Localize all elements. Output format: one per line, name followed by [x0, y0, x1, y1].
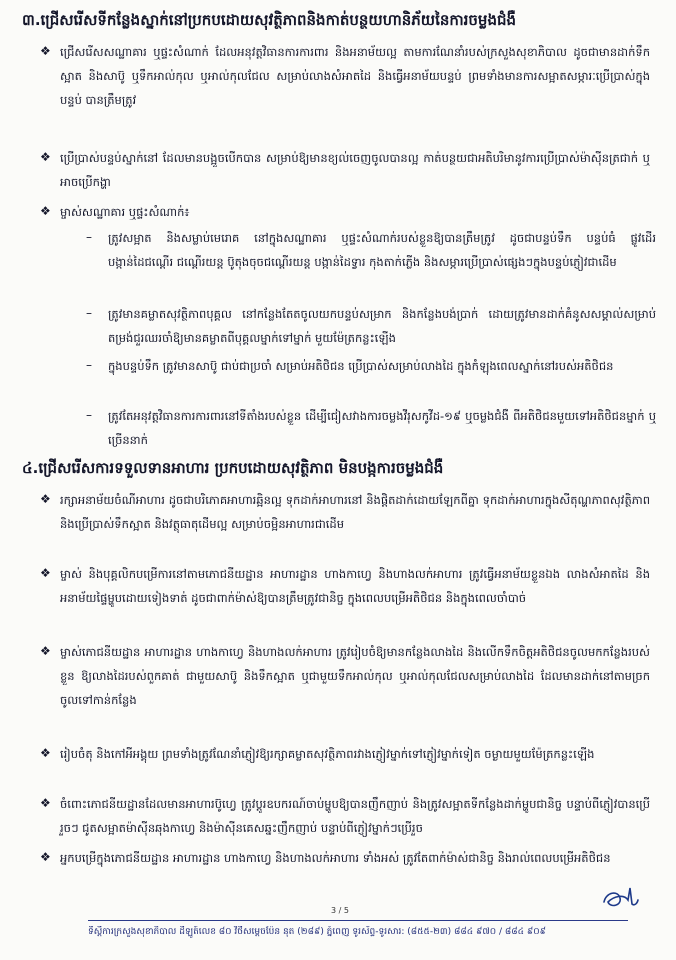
sub-list-item-text: ត្រូវសម្អាត និងសម្លាប់មេរោគ នៅក្នុងសណ្ឋាគារ ឬផ្ទះសំណាក់របស់ខ្លួនឱ្យបានត្រឹមត្រូវ ដូចជាបន្ទប់ទឹក បន្ទប់ធំ ផ្លូវដើរ បង្កាន់ដៃជណ្តើរ ជណ្តើរយន្ត ប៊ូតុងចុចជណ្តើរយន្ត បង្កាន់ដៃទ្វារ កុងតាក់ភ្លើង និងសម្ភារប្រើប្រាស់ផ្សេងៗក្នុងបន្ទប់ភ្ញៀវជាដើម [108, 231, 656, 269]
list-item-text: ចំពោះភោជនីយដ្ឋានដែលមានអាហារប៊ូហ្វេ ត្រូវប្តូរឧបករណ៍ចាប់ម្ហូបឱ្យបានញឹកញាប់ និងត្រូវសម្អាតទីកន្លែងដាក់ម្ហូបជានិច្ច បន្ទាប់ពីភ្ញៀវបានប្រើរួចៗ ជូតសម្អាតម៉ាស៊ីនឆុងកាហ្វេ និងម៉ាស៊ីនគេសឆ្នះញឹកញាប់ បន្ទាប់ពីភ្ញៀវម្នាក់ៗប្រើរួច [60, 797, 650, 835]
bullet-icon: ❖ [40, 796, 51, 810]
list-item [40, 488, 650, 536]
list-item-text: ប្រើប្រាស់បន្ទប់ស្នាក់នៅ ដែលមានបង្អួចបើកបាន សម្រាប់ឱ្យមានខ្យល់ចេញចូលបានល្អ កាត់បន្ថយជាអតិបរិមានូវការប្រើប្រាស់ម៉ាស៊ីនត្រជាក់ ឬអាចប្រើកង្ហា [60, 151, 650, 189]
sub-list-item [86, 354, 656, 378]
footer-divider [88, 920, 628, 921]
section-3-title: ៣.ជ្រើសរើសទីកន្លែងស្នាក់នៅប្រកបដោយសុវត្ថិភាពនិងកាត់បន្ថយហានិភ័យនៃការចម្លងជំងឺ [22, 11, 517, 29]
dash-icon: – [86, 408, 92, 422]
list-item [40, 146, 650, 194]
list-item [40, 792, 650, 840]
sub-list-item-text: ត្រូវមានគម្លាតសុវត្ថិភាពបុគ្គល នៅកន្លែងតែតចូលយកបន្ទប់សម្រាក និងកន្លែងបង់ប្រាក់ ដោយត្រូវមានដាក់គំនូសសម្គាល់សម្រាប់តម្រង់ជួរឈរចាំឱ្យមានគម្លាតពីបុគ្គលម្នាក់ទៅម្នាក់ មួយម៉ែត្រកន្លះឡើង [108, 307, 656, 345]
bullet-icon: ❖ [40, 850, 51, 864]
list-item-text: រៀបចំតុ និងកៅអីអង្គុយ ព្រមទាំងត្រូវណែនាំភ្ញៀវឱ្យរក្សាគម្លាតសុវត្ថិភាពរវាងភ្ញៀវម្នាក់ទៅភ្ញៀវម្នាក់ទៀត ចម្ងាយមួយម៉ែត្រកន្លះឡើង [60, 747, 595, 761]
bullet-icon: ❖ [40, 204, 51, 218]
list-item-text: ម្ចាស់ និងបុគ្គលិកបម្រើការនៅតាមភោជនីយដ្ឋាន អាហារដ្ឋាន ហាងកាហ្វេ និងហាងលក់អាហារ ត្រូវធ្វើអនាម័យខ្លួនឯង លាងសំអាតដៃ និងអនាម័យផ្ទៃម្ហូបដោយទៀងទាត់ ដូចជាពាក់ម៉ាស់ឱ្យបានត្រឹមត្រូវជានិច្ច ក្នុងពេលបម្រើអតិថិជន និងក្នុងពេលចាំបាច់ [60, 567, 650, 605]
section-4-title: ៤.ជ្រើសរើសការទទួលទានអាហារ ប្រកបដោយសុវត្ថិភាព មិនបង្កការចម្លងជំងឺ [22, 459, 444, 477]
list-item-text: ជ្រើសរើសសណ្ឋាគារ ឬផ្ទះសំណាក់ ដែលអនុវត្តវិធានការការពារ និងអនាម័យល្អ តាមការណែនាំរបស់ក្រសួងសុខាភិបាល ដូចជាមានដាក់ទឹកស្អាត និងសាប៊ូ ឬទឹកអាល់កុល ឬអាល់កុលជែល សម្រាប់លាងសំអាតដៃ និងធ្វើអនាម័យបន្ទប់ ព្រមទាំងមានការសម្អាតសម្ភារៈប្រើប្រាស់ក្នុងបន្ទប់ បានត្រឹមត្រូវ [60, 45, 650, 107]
page-number: 3 / 5 [331, 906, 349, 915]
bullet-icon: ❖ [40, 150, 51, 164]
list-item [40, 742, 650, 766]
bullet-icon: ❖ [40, 746, 51, 760]
sub-list-item [86, 302, 656, 350]
dash-icon: – [86, 358, 92, 372]
dash-icon: – [86, 306, 92, 320]
list-item [40, 40, 650, 112]
sub-list-item-text: ក្នុងបន្ទប់ទឹក ត្រូវមានសាប៊ូ ជាប់ជាប្រចាំ សម្រាប់អតិថិជន ប្រើប្រាស់សម្រាប់លាងដៃ ក្នុងកំឡុងពេលស្នាក់នៅរបស់អតិថិជន [108, 359, 614, 373]
list-item-text: រក្សាអនាម័យចំណីអាហារ ដូចជាបរិភោគអាហារឆ្អិនល្អ ទុកដាក់អាហារនៅ និងផ្តិតដាក់ដោយឡែកពីគ្នា ទុកដាក់អាហារក្នុងសីតុណ្ហភាពសុវត្ថិភាព និងប្រើប្រាស់ទឹកស្អាត និងវត្ថុធាតុដើមល្អ សម្រាប់ចម្អិនអាហារជាដើម [60, 493, 650, 531]
sub-list-item [86, 404, 656, 452]
bullet-icon: ❖ [40, 644, 51, 658]
list-item [40, 200, 650, 224]
list-item-text: ម្ចាស់សណ្ឋាគារ ឬផ្ទះសំណាក់៖ [60, 205, 190, 219]
list-item [40, 846, 650, 870]
sub-list-item-text: ត្រូវតែអនុវត្តវិធានការការពារនៅទីតាំងរបស់ខ្លួន ដើម្បីជៀសវាងការចម្លងវីរុសកូវីដ-១៩ ឬចម្លងជំងឺ ពីអតិថិជនមួយទៅអតិថិជនម្នាក់ ឬច្រើននាក់ [108, 409, 656, 447]
signature-mark [600, 884, 640, 910]
bullet-icon: ❖ [40, 566, 51, 580]
bullet-icon: ❖ [40, 44, 51, 58]
list-item [40, 640, 650, 712]
footer-address: ទីស្តីការក្រសួងសុខាភិបាល ដីឡូត៍លេខ ៨០ វិថីសម្តេចប៉ែន នុត (២៨៩) ភ្នំពេញ ទូរស័ព្ទ-ទូរសារ: (៨៥៥-២៣) ៨៨៤ ៩៧០ / ៨៨៤ ៩០៩ [88, 927, 546, 937]
list-item-text: អ្នកបម្រើក្នុងភោជនីយដ្ឋាន អាហារដ្ឋាន ហាងកាហ្វេ និងហាងលក់អាហារ ទាំងអស់ ត្រូវតែពាក់ម៉ាស់ជានិច្ច និងរាល់ពេលបម្រើអតិថិជន [60, 851, 611, 865]
list-item [40, 562, 650, 610]
bullet-icon: ❖ [40, 492, 51, 506]
sub-list-item [86, 226, 656, 274]
list-item-text: ម្ចាស់ភោជនីយដ្ឋាន អាហារដ្ឋាន ហាងកាហ្វេ និងហាងលក់អាហារ ត្រូវរៀបចំឱ្យមានកន្លែងលាងដៃ និងលើកទឹកចិត្តអតិថិជនចូលមកកន្លែងរបស់ខ្លួន ឱ្យលាងដៃរបស់ពួកគាត់ ជាមួយសាប៊ូ និងទឹកស្អាត ឬជាមួយទឹកអាល់កុល ឬអាល់កុលជែលសម្រាប់លាងដៃ ដែលមានដាក់នៅតាមច្រកចូលទៅកាន់កន្លែង [60, 645, 650, 707]
dash-icon: – [86, 230, 92, 244]
